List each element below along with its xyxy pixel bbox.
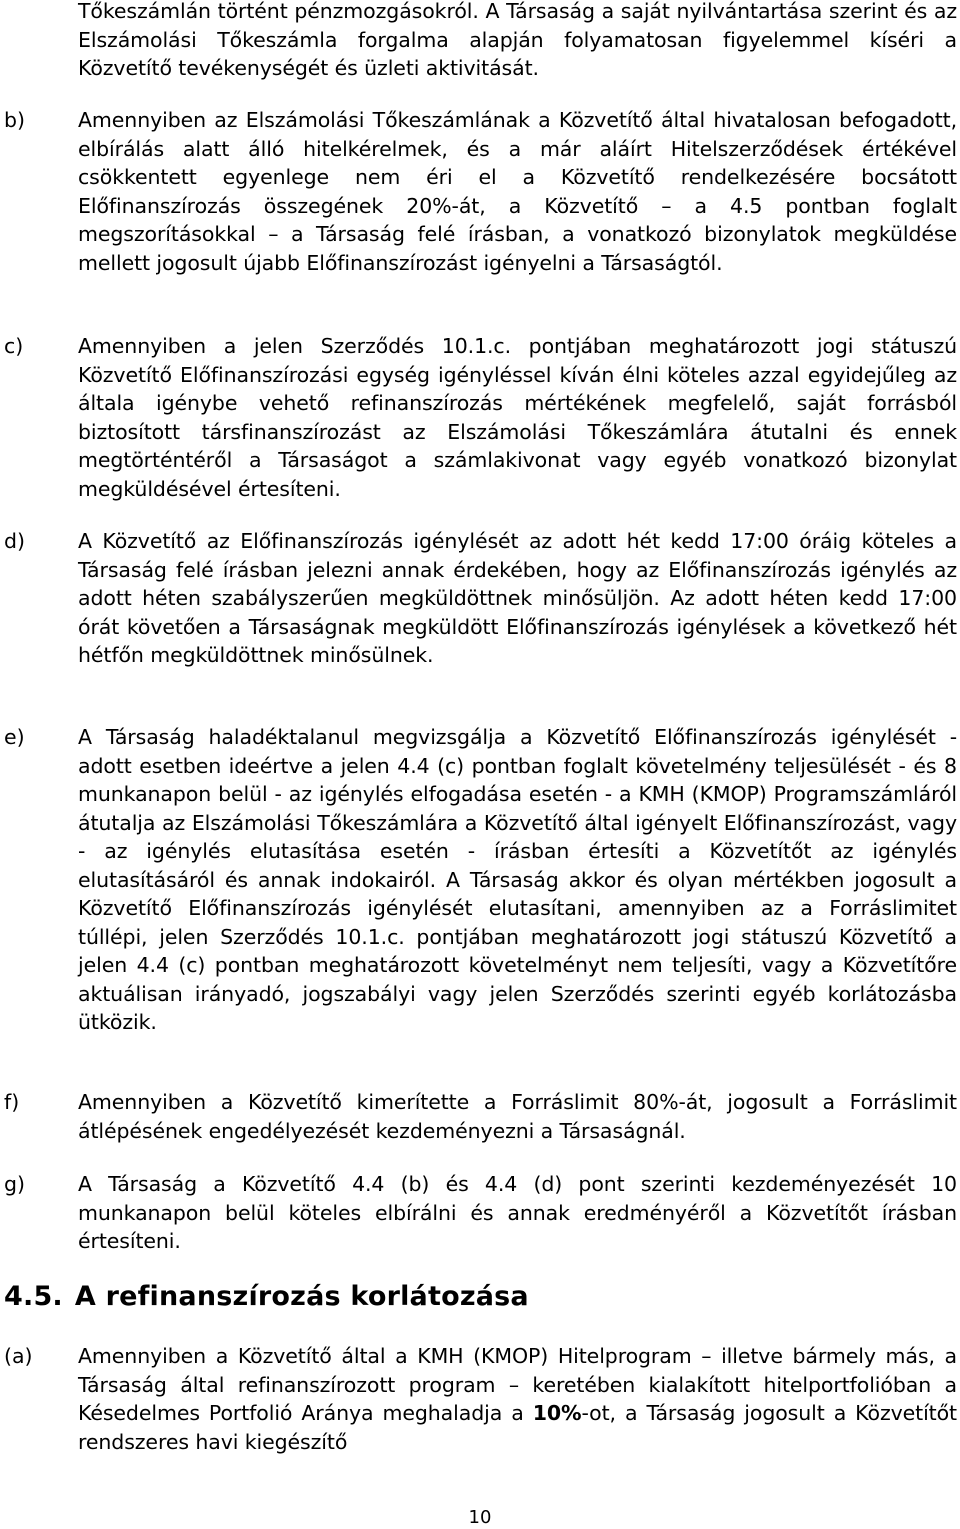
item-a-bold-percentage: 10% (532, 1401, 582, 1425)
item-g-label: g) (4, 1172, 26, 1196)
item-f-text: Amennyiben a Közvetítő kimerítette a Forráslimit 80%-át, jogosult a Forráslimit átlépésének engedélyezését kezdeményezni a Társaságnál. (78, 1090, 957, 1143)
intro-paragraph: Tőkeszámlán történt pénzmozgásokról. A Társaság a saját nyilvántartása szerint és az Elszámolási Tőkeszámla forgalma alapján folyamatosan figyelemmel kíséri a Közvetítő tevékenységét és üzleti aktivitását. (78, 0, 957, 80)
section-heading (4, 1279, 529, 1315)
item-e-text: A Társaság haladéktalanul megvizsgálja a Közvetítő Előfinanszírozás igénylését - adott esetben ideértve a jelen 4.4 (c) pontban foglalt követelmény teljesülését - és 8 munkanapon belül - az igénylés elfogadása esetén - a KMH (KMOP) Programszámláról átutalja az Elszámolási Tőkeszámlára a Közvetítő által igényelt Előfinanszírozást, vagy - az igénylés elutasítása esetén - írásban értesíti a Közvetítőt az igénylés elutasításáról és annak indokairól. A Társaság akkor és olyan mértékben jogosult a Közvetítő Előfinanszírozás igénylését elutasítani, amennyiben az a Forráslimitet túllépi, jelen Szerződés 10.1.c. pontjában meghatározott jogi státuszú Közvetítő a jelen 4.4 (c) pontban meghatározott követelményt nem teljesíti, vagy a Közvetítőre aktuálisan irányadó, jogszabályi vagy jelen Szerződés szerinti egyéb korlátozásba ütközik. (78, 725, 957, 1034)
item-a-text-end: -ot, a Társaság jogosult a Közvetítőt rendszeres havi kiegészítő (78, 1401, 957, 1454)
item-g-text: A Társaság a Közvetítő 4.4 (b) és 4.4 (d) pont szerinti kezdeményezését 10 munkanapon belül köteles elbírálni és annak eredményéről a Közvetítőt írásban értesíteni. (78, 1172, 957, 1253)
item-a-label: (a) (4, 1344, 33, 1368)
item-c-text: Amennyiben a jelen Szerződés 10.1.c. pontjában meghatározott jogi státuszú Közvetítő Előfinanszírozási egység igényléssel kíván élni köteles azzal egyidejűleg az általa igénybe vehető refinanszírozás mértékének megfelelő, saját forrásból biztosított társfinanszírozást az Elszámolási Tőkeszámlára átutalni és ennek megtörténtéről a Társaságot a számlakivonat vagy egyéb vonatkozó bizonylat megküldésével értesíteni. (78, 334, 957, 501)
section-heading-number: 4.5. (4, 1281, 63, 1312)
item-a-text (78, 1342, 957, 1456)
item-a-text-start: Amennyiben a Közvetítő által a KMH (KMOP) Hitelprogram – illetve bármely más, a Társaság által refinanszírozott program – keretében kialakított hitelportfolióban a Késedelmes Portfolió Aránya meghaladja a (78, 1344, 957, 1425)
item-e-label: e) (4, 725, 25, 749)
item-b-text: Amennyiben az Elszámolási Tőkeszámlának a Közvetítő által hivatalosan befogadott, elbírálás alatt álló hitelkérelmek, és a már aláírt Hitelszerződések értékével csökkentett egyenlege nem éri el a Közvetítő rendelkezésére bocsátott Előfinanszírozás összegének 20%-át, a Közvetítő – a 4.5 pontban foglalt megszorításokkal – a Társaság felé írásban, a vonatkozó bizonylatok megküldése mellett jogosult újabb Előfinanszírozást igényelni a Társaságtól. (78, 108, 957, 275)
item-b-label: b) (4, 108, 26, 132)
item-d-text: A Közvetítő az Előfinanszírozás igénylését az adott hét kedd 17:00 óráig köteles a Társaság felé írásban jelezni annak érdekében, hogy az Előfinanszírozás igénylés az adott héten szabályszerűen megküldöttnek minősüljön. Az adott héten kedd 17:00 órát követően a Társaságnak megküldött Előfinanszírozás igénylések a következő hét hétfőn megküldöttnek minősülnek. (78, 529, 957, 667)
page-number: 10 (468, 1507, 492, 1528)
item-f-label: f) (4, 1090, 20, 1114)
item-d-label: d) (4, 529, 26, 553)
section-heading-title: A refinanszírozás korlátozása (74, 1281, 529, 1312)
item-c-label: c) (4, 334, 24, 358)
